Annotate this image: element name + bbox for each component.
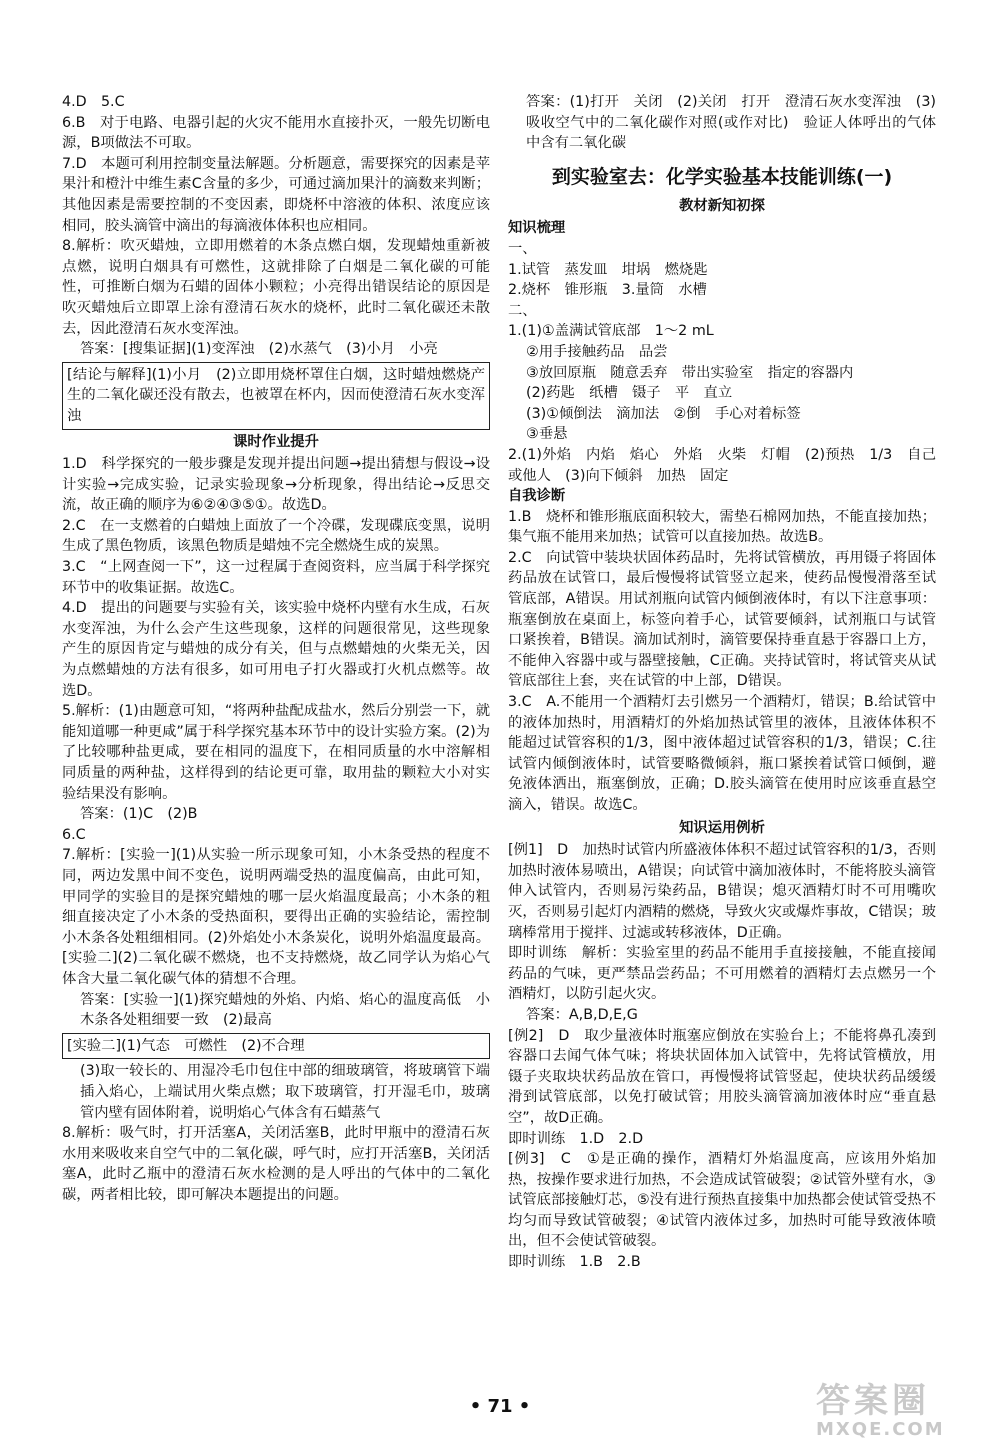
- answer-8-answer: 答案：[搜集证据](1)变浑浊 (2)水蒸气 (3)小月 小亮: [80, 341, 438, 358]
- homework-2: 2.C 在一支燃着的白蜡烛上面放了一个冷碟，发现碟底变黑，说明生成了黑色物质，该黑色物质是蜡烛不完全燃烧生成的炭黑。: [62, 517, 490, 555]
- watermark-url: MXQE.COM: [816, 1419, 945, 1440]
- chapter-title: 到实验室去：化学实验基本技能训练(一): [551, 165, 893, 188]
- homework-7-answer-3: (3)取一较长的、用湿冷毛巾包住中部的细玻璃管，将玻璃管下端插入焰心，上端试用火柴点燃；取下玻璃管，打开湿毛巾，玻璃管内壁有固体附着，说明焰心气体含有石蜡蒸气: [80, 1063, 490, 1121]
- subheading-self-diagnosis: 自我诊断: [508, 488, 566, 505]
- homework-4: 4.D 提出的问题要与实验有关，该实验中烧杯内壁有水生成，石灰水变浑浊，为什么会产生这些现象，这样的问题很常见，这些现象产生的原因肯定与蜡烛的成分有关，但与点燃蜡烛的火柴无关，因为点燃蜡烛的方法有很多，如可用电子打火器或打火机点燃等。故选D。: [62, 600, 490, 699]
- knowledge-2-2: ②用手接触药品 品尝: [526, 343, 668, 360]
- homework-3: 3.C “上网查阅一下”，这一过程属于查阅资料，应当属于科学探究环节中的收集证据。故选C。: [62, 559, 490, 596]
- answer-7: 7.D 本题可利用控制变量法解题。分析题意，需要探究的因素是苹果汁和橙汁中维生素C含量的多少，可通过滴加果汁的滴数来判断；其他因素是需要控制的不变因素，即烧杯中溶液的体积、浓度应该相同，胶头滴管中滴出的每滴液体体积也应相同。: [62, 155, 490, 234]
- watermark-logo: [816, 1382, 976, 1440]
- knowledge-2-5: (3)①倾倒法 滴加法 ②倒 手心对着标签: [526, 405, 801, 422]
- part-two-label: 二、: [508, 302, 537, 319]
- practice-2: 即时训练 1.D 2.D: [508, 1130, 644, 1147]
- homework-7-answer-1: 答案：[实验一](1)探究蜡烛的外焰、内焰、焰心的温度高低 小木条各处粗细要一致 (2)最高: [80, 991, 490, 1029]
- knowledge-2-6: ③垂悬: [526, 426, 568, 443]
- section-heading-new-knowledge: 教材新知初探: [679, 197, 765, 214]
- section-heading-homework: 课时作业提升: [233, 433, 319, 450]
- knowledge-2-7: 2.(1)外焰 内焰 焰心 外焰 火柴 灯帽 (2)预热 1/3 自己或他人 (3)向下倾斜 加热 固定: [508, 446, 936, 484]
- homework-7-answer-2: [实验二](1)气态 可燃性 (2)不合理: [62, 1033, 490, 1060]
- answer-8-conclusion: [结论与解释](1)小月 (2)立即用烧杯罩住白烟，这时蜡烛燃烧产生的二氧化碳还没有散去，也被罩在杯内，因而使澄清石灰水变浑浊: [62, 362, 490, 430]
- homework-1: 1.D 科学探究的一般步骤是发现并提出问题→提出猜想与假设→设计实验→完成实验，记录实验现象→分析现象，得出结论→反思交流，故正确的顺序为⑥②④③⑤①。故选D。: [62, 456, 490, 514]
- answer-8-analysis: 8.解析：吹灭蜡烛，立即用燃着的木条点燃白烟，发现蜡烛重新被点燃，说明白烟具有可燃性，这就排除了白烟是二氧化碳的可能性，可推断白烟为石蜡的固体小颗粒；小亮得出错误结论的原因是吹灭蜡烛后立即罩上涂有澄清石灰水的烧杯，此时二氧化碳还未散去，因此澄清石灰水变浑浊。: [62, 238, 490, 337]
- knowledge-2-1: 1.(1)①盖满试管底部 1～2 mL: [508, 323, 714, 340]
- answer-6: 6.B 对于电路、电器引起的火灾不能用水直接扑灭，一般先切断电源，B项做法不可取。: [62, 114, 490, 152]
- diagnosis-2: 2.C 向试管中装块状固体药品时，先将试管横放，再用镊子将固体药品放在试管口，最后慢慢将试管竖立起来，使药品慢慢滑落至试管底部，A错误。用试剂瓶向试管内倾倒液体时，有以下注意事项：瓶塞倒放在桌面上，标签向着手心，试管要倾斜，试剂瓶口与试管口紧挨着，B错误。滴加试剂时，滴管要保持垂直悬于容器口上方，不能伸入容器中或与器壁接触，C正确。夹持试管时，将试管夹从试管底部往上套，夹在试管的中上部，D错误。: [508, 549, 936, 690]
- right-column: [508, 92, 936, 1273]
- homework-5-answer: 答案：(1)C (2)B: [80, 806, 198, 823]
- subheading-knowledge: 知识梳理: [508, 220, 566, 237]
- homework-6: 6.C: [62, 826, 86, 843]
- practice-3: 即时训练 1.B 2.B: [508, 1254, 641, 1271]
- example-1: [例1] D 加热时试管内所盛液体体积不超过试管容积的1/3，否则加热时液体易喷出，A错误；向试管中滴加液体时，不能将胶头滴管伸入试管内，否则易污染药品，B错误；熄灭酒精灯时不可用嘴吹灭，否则易引起灯内酒精的燃烧，导致火灾或爆炸事故，C错误；玻璃棒常用于搅拌、过滤或转移液体，D正确。: [508, 842, 936, 941]
- answer-4-5: 4.D 5.C: [62, 94, 125, 110]
- section-heading-examples: 知识运用例析: [679, 819, 765, 836]
- knowledge-2: 2.烧杯 锥形瓶 3.量筒 水槽: [508, 282, 707, 299]
- homework-8-analysis: 8.解析：吸气时，打开活塞A，关闭活塞B，此时甲瓶中的澄清石灰水用来吸收来自空气中的二氧化碳，呼气时，应打开活塞B，关闭活塞A，此时乙瓶中的澄清石灰水检测的是人呼出的气体中的二氧化碳，两者相比较，即可解决本题提出的问题。: [62, 1125, 490, 1203]
- page-number: • 71 •: [469, 1396, 531, 1417]
- homework-5-analysis: 5.解析：(1)由题意可知，“将两种盐配成盐水，然后分别尝一下，就能知道哪一种更咸”属于科学探究基本环节中的设计实验方案。(2)为了比较哪种盐更咸，要在相同的温度下，在相同质量的水中溶解相同质量的两种盐，这样得到的结论更可靠，取用盐的颗粒大小对实验结果没有影响。: [62, 703, 490, 802]
- practice-1: 即时训练 解析：实验室里的药品不能用手直接接触，不能直接闻药品的气味，更严禁品尝药品；不可用燃着的酒精灯去点燃另一个酒精灯，以防引起火灾。: [508, 945, 936, 1003]
- homework-8-answer: 答案：(1)打开 关闭 (2)关闭 打开 澄清石灰水变浑浊 (3)吸收空气中的二氧化碳作对照(或作对比) 验证人体呼出的气体中含有二氧化碳: [526, 94, 936, 152]
- watermark-text: 答案圈: [816, 1381, 930, 1421]
- knowledge-2-3: ③放回原瓶 随意丢弃 带出实验室 指定的容器内: [526, 364, 854, 381]
- homework-7-analysis: 7.解析：[实验一](1)从实验一所示现象可知，小木条受热的程度不同，两边发黑中间不变色，说明两端受热的温度偏高，由此可知，甲同学的实验目的是探究蜡烛的哪一层火焰温度最高；小木条的粗细直接决定了小木条的受热面积，要得出正确的实验结论，需控制小木条各处粗细相同。(2)外焰处小木条炭化，说明外焰温度最高。[实验二](2)二氧化碳不燃烧，也不支持燃烧，故乙同学认为焰心气体含大量二氧化碳气体的猜想不合理。: [62, 847, 490, 987]
- knowledge-1: 1.试管 蒸发皿 坩埚 燃烧匙: [508, 261, 708, 278]
- diagnosis-1: 1.B 烧杯和锥形瓶底面积较大，需垫石棉网加热，不能直接加热；集气瓶不能用来加热；试管可以直接加热。故选B。: [508, 508, 936, 546]
- left-column: [62, 92, 490, 1205]
- example-3: [例3] C ①是正确的操作，酒精灯外焰温度高，应该用外焰加热，按操作要求进行加热，不会造成试管破裂；②试管外壁有水，③试管底部接触灯芯，⑤没有进行预热直接集中加热都会使试管受热不均匀而导致试管破裂；④试管内液体过多，加热时可能导致液体喷出，但不会使试管破裂。: [508, 1151, 936, 1250]
- diagnosis-3: 3.C A.不能用一个酒精灯去引燃另一个酒精灯，错误；B.给试管中的液体加热时，用酒精灯的外焰加热试管里的液体，且液体体积不能超过试管容积的1/3，图中液体超过试管容积的1/3，错误；C.往试管内倾倒液体时，试管要略微倾斜，瓶口紧挨着试管口倾倒，避免液体洒出，瓶塞倒放，正确；D.胶头滴管在使用时应该垂直悬空滴入，错误。故选C。: [508, 694, 936, 813]
- part-one-label: 一、: [508, 240, 537, 257]
- knowledge-2-4: (2)药匙 纸槽 镊子 平 直立: [526, 385, 733, 402]
- practice-1-answer: 答案：A,B,D,E,G: [526, 1006, 638, 1023]
- example-2: [例2] D 取少量液体时瓶塞应倒放在实验台上；不能将鼻孔凑到容器口去闻气体气味；将块状固体加入试管中，先将试管横放，用镊子夹取块状药品放在管口，再慢慢将试管竖起，使块状药品缓缓滑到试管底部，以免打破试管；用胶头滴管滴加液体时应“垂直悬空”，故D正确。: [508, 1027, 936, 1126]
